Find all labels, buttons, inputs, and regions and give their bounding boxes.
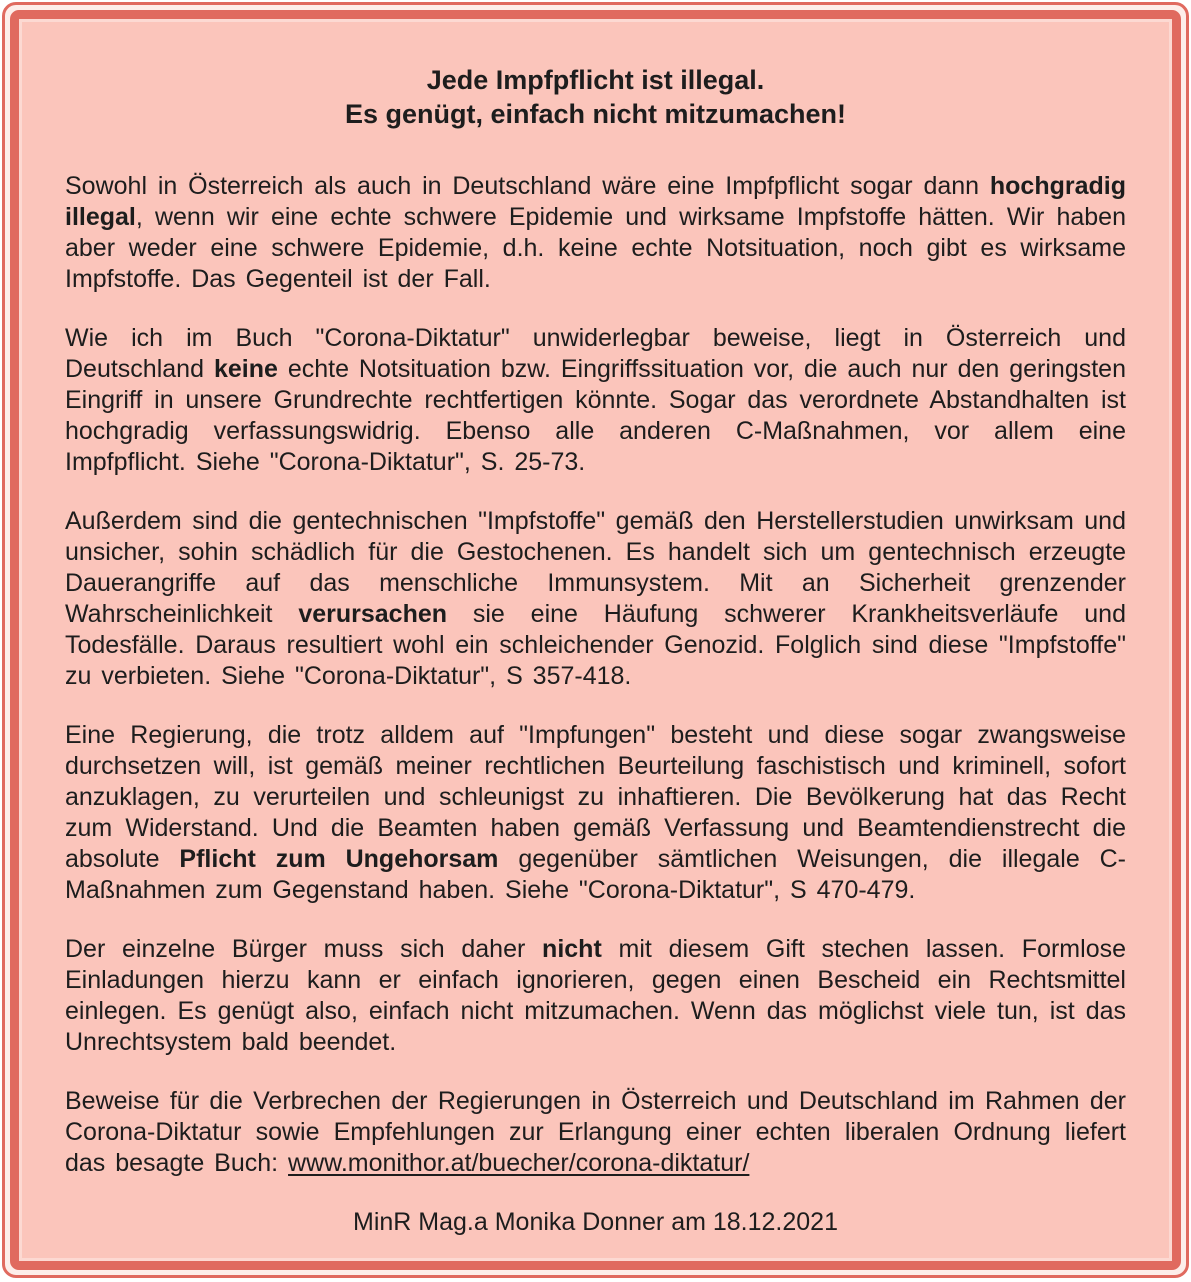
text-segment: nicht bbox=[542, 935, 602, 963]
paragraph-3 bbox=[65, 506, 1126, 692]
text-segment: verursachen bbox=[298, 600, 448, 628]
paragraph-4 bbox=[65, 720, 1126, 906]
text-segment: Eine Regierung, die trotz alldem auf "Impfungen" besteht und diese sogar zwangsweise durchsetzen will, ist gemäß meiner rechtlichen Beurteilung faschistisch und kriminell, sofort anzuklagen, zu verurteilen und schleunigst zu inhaftieren. Die Bevölkerung hat das Recht zum Widerstand. Und die Beamten haben gemäß Verfassung und Beamtendienstrecht die absolute bbox=[65, 721, 1126, 873]
text-segment: Außerdem sind die gentechnischen "Impfstoffe" gemäß den Herstellerstudien unwirksam und unsicher, sohin schädlich für die Gestochenen. Es handelt sich um gentechnisch erzeugte Dauerangriffe auf das menschliche Immunsystem. Mit an Sicherheit grenzender Wahrscheinlichkeit bbox=[65, 507, 1126, 628]
flyer-body bbox=[65, 171, 1126, 1179]
book-url-link[interactable]: www.monithor.at/buecher/corona-diktatur/ bbox=[288, 1149, 750, 1177]
text-segment: gegenüber sämtlichen Weisungen, die illegale C-Maßnahmen zum Gegenstand haben. Siehe "Corona-Diktatur", S 470-479. bbox=[65, 845, 1126, 904]
text-segment: keine bbox=[213, 355, 278, 383]
text-segment: Der einzelne Bürger muss sich daher bbox=[65, 935, 543, 963]
text-segment: , wenn wir eine echte schwere Epidemie und wirksame Impfstoffe hätten. Wir haben aber weder eine schwere Epidemie, d.h. keine echte Notsituation, noch gibt es wirksame Impfstoffe. Das Gegenteil ist der Fall. bbox=[65, 203, 1126, 293]
text-segment: Beweise für die Verbrechen der Regierungen in Österreich und Deutschland im Rahmen der Corona-Diktatur sowie Empfehlungen zur Erlangung einer echten liberalen Ordnung liefert das besagte Buch: bbox=[65, 1087, 1126, 1177]
text-segment: Wie ich im Buch "Corona-Diktatur" unwiderlegbar beweise, liegt in Österreich und Deutschland bbox=[65, 324, 1126, 383]
flyer-title bbox=[65, 63, 1126, 131]
paragraph-2 bbox=[65, 323, 1126, 478]
text-segment: Sowohl in Österreich als auch in Deutschland wäre eine Impfpflicht sogar dann bbox=[65, 172, 990, 200]
text-segment: hochgradig illegal bbox=[65, 172, 1126, 231]
signature-line: MinR Mag.a Monika Donner am 18.12.2021 bbox=[353, 1208, 838, 1236]
paragraph-5 bbox=[65, 934, 1126, 1058]
paragraph-6 bbox=[65, 1086, 1126, 1179]
text-segment: mit diesem Gift stechen lassen. Formlose Einladungen hierzu kann er einfach ignorieren, gegen einen Bescheid ein Rechtsmittel einlegen. Es genügt also, einfach nicht mitzumachen. Wenn das möglichst viele tun, ist das Unrechtsystem bald beendet. bbox=[65, 935, 1126, 1056]
flyer-outer-frame bbox=[2, 2, 1189, 1278]
text-segment: echte Notsituation bzw. Eingriffssituation vor, die auch nur den geringsten Eingriff in unsere Grundrechte rechtfertigen könnte. Sogar das verordnete Abstandhalten ist hochgradig verfassungswidrig. Ebenso alle anderen C-Maßnahmen, vor allem eine Impfpflicht. Siehe "Corona-Diktatur", S. 25-73. bbox=[65, 355, 1126, 476]
title-line-1: Jede Impfpflicht ist illegal. bbox=[426, 65, 765, 95]
paragraph-1 bbox=[65, 171, 1126, 295]
title-line-2: Es genügt, einfach nicht mitzumachen! bbox=[344, 99, 847, 129]
text-segment: Pflicht zum Ungehorsam bbox=[179, 845, 499, 873]
flyer-inner-frame bbox=[10, 10, 1181, 1270]
text-segment: sie eine Häufung schwerer Krankheitsverläufe und Todesfälle. Daraus resultiert wohl ein schleichender Genozid. Folglich sind diese "Impfstoffe" zu verbieten. Siehe "Corona-Diktatur", S 357-418. bbox=[65, 600, 1126, 690]
